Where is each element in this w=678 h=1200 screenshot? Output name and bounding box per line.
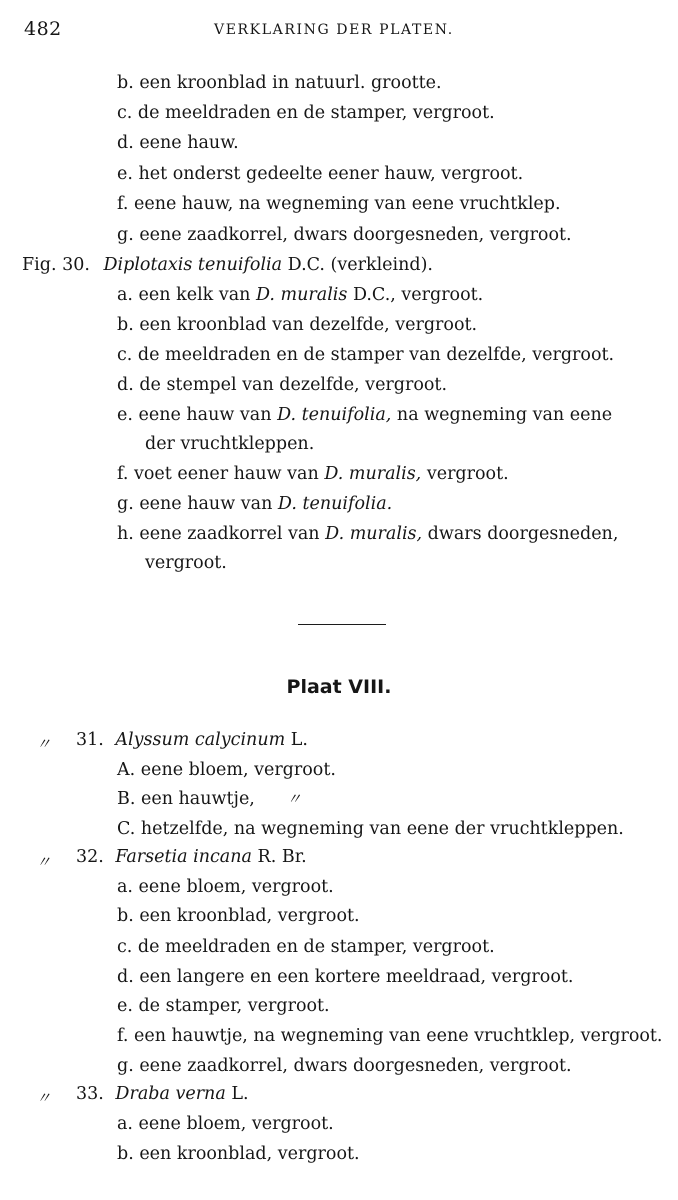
list-item: e. eene hauw van D. tenuifolia, na wegneming van eene xyxy=(117,405,613,425)
figure-number: 31. xyxy=(76,730,104,750)
species-name: Farsetia incana xyxy=(115,847,252,867)
species-name: D. muralis, xyxy=(324,464,422,484)
species-authority: L. xyxy=(231,1084,249,1104)
list-item: h. eene zaadkorrel van D. muralis, dwars doorgesneden, xyxy=(117,524,619,544)
ditto-mark: 〃 xyxy=(36,735,52,753)
list-item-continuation: vergroot. xyxy=(145,553,227,573)
ditto-mark: 〃 xyxy=(286,790,302,808)
section-divider xyxy=(298,624,386,625)
list-item: b. een kroonblad van dezelfde, vergroot. xyxy=(117,315,478,335)
list-item: d. de stempel van dezelfde, vergroot. xyxy=(117,375,448,395)
figure-entry-30 xyxy=(22,254,433,276)
list-item: c. de meeldraden en de stamper, vergroot. xyxy=(117,937,495,957)
list-item: g. eene zaadkorrel, dwars doorgesneden, vergroot. xyxy=(117,1056,572,1076)
figure-entry-33 xyxy=(76,1083,249,1105)
list-item: d. eene hauw. xyxy=(117,133,239,153)
figure-label: Fig. 30. xyxy=(22,255,90,275)
list-item: e. de stamper, vergroot. xyxy=(117,996,330,1016)
list-item: a. eene bloem, vergroot. xyxy=(117,1114,334,1134)
species-name: Draba verna xyxy=(115,1084,226,1104)
list-item-continuation: der vruchtkleppen. xyxy=(145,434,315,454)
list-item: a. een kelk van D. muralis D.C., vergroot. xyxy=(117,285,484,305)
list-item: B. een hauwtje, 〃 xyxy=(117,789,302,809)
species-authority: D.C. (verkleind). xyxy=(287,255,433,275)
figure-number: 33. xyxy=(76,1084,104,1104)
list-item: g. eene zaadkorrel, dwars doorgesneden, vergroot. xyxy=(117,225,572,245)
list-item: a. eene bloem, vergroot. xyxy=(117,877,334,897)
species-name: D. tenuifolia, xyxy=(277,405,392,425)
list-item: g. eene hauw van D. tenuifolia. xyxy=(117,494,393,514)
figure-entry-32 xyxy=(76,846,307,868)
list-item: b. een kroonblad, vergroot. xyxy=(117,1144,360,1164)
figure-number: 32. xyxy=(76,847,104,867)
list-item: d. een langere en een kortere meeldraad, vergroot. xyxy=(117,967,574,987)
ditto-mark: 〃 xyxy=(36,1089,52,1107)
list-item: b. een kroonblad in natuurl. grootte. xyxy=(117,73,442,93)
list-item: f. eene hauw, na wegneming van eene vruchtklep. xyxy=(117,194,561,214)
page-number: 482 xyxy=(24,18,62,40)
species-name: D. muralis, xyxy=(325,524,423,544)
list-item: C. hetzelfde, na wegneming van eene der vruchtkleppen. xyxy=(117,819,624,839)
running-title: VERKLARING DER PLATEN. xyxy=(214,22,454,38)
list-item: f. voet eener hauw van D. muralis, vergroot. xyxy=(117,464,509,484)
species-authority: L. xyxy=(290,730,308,750)
list-item: e. het onderst gedeelte eener hauw, vergroot. xyxy=(117,164,524,184)
species-name: D. muralis xyxy=(256,285,348,305)
list-item: b. een kroonblad, vergroot. xyxy=(117,906,360,926)
list-item: f. een hauwtje, na wegneming van eene vruchtklep, vergroot. xyxy=(117,1026,663,1046)
list-item: c. de meeldraden en de stamper van dezelfde, vergroot. xyxy=(117,345,615,365)
plate-heading: Plaat VIII. xyxy=(286,676,392,698)
species-authority: R. Br. xyxy=(257,847,307,867)
figure-entry-31 xyxy=(76,729,308,751)
species-name: Alyssum calycinum xyxy=(115,730,286,750)
list-item: A. eene bloem, vergroot. xyxy=(117,760,336,780)
ditto-mark: 〃 xyxy=(36,853,52,871)
list-item: c. de meeldraden en de stamper, vergroot. xyxy=(117,103,495,123)
species-name: Diplotaxis tenuifolia xyxy=(103,255,283,275)
species-name: D. tenuifolia. xyxy=(277,494,393,514)
